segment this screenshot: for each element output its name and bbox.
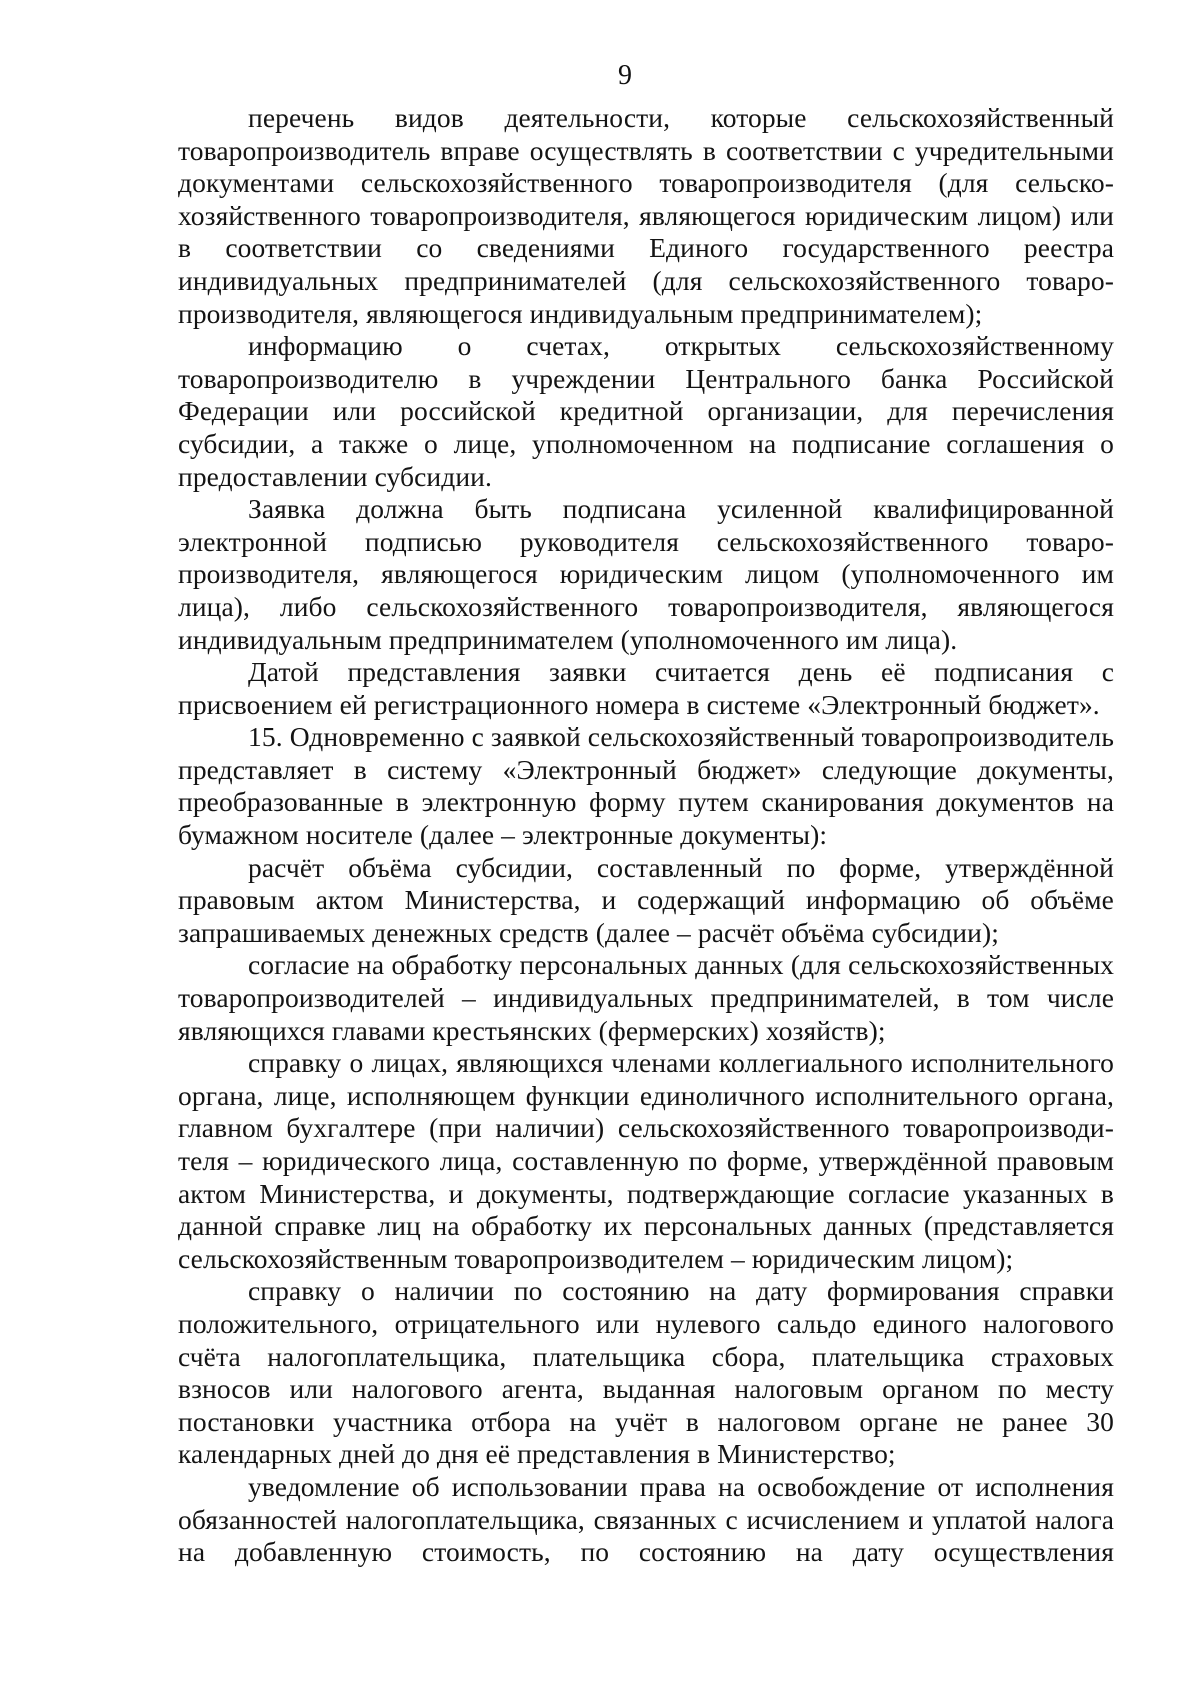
- paragraph-vat-exemption-notice: уведомление об использовании права на освобождение от исполнения обязанностей налогоплательщика, связанных с исчислением и уплатой налога на добавленную стоимость, по состоянию на дату осуществления: [178, 1470, 1114, 1568]
- paragraph-personal-data-consent: согласие на обработку персональных данных (для сельскохозяйственных товаропроизводителей – индивидуальных предпринимателей, в том числе являющихся главами крестьянских (фермерских) хозяйств);: [178, 949, 1114, 1046]
- paragraph-signature-requirement: Заявка должна быть подписана усиленной квалифицированной электронной подписью руководителя сельскохозяйственного товаро-производителя, являющегося юридическим лицом (уполномоченного им лица), либо сельскохозяйственного товаропроизводителя, являющегося индивидуальным предпринимателем (уполномоченного им лица).: [178, 493, 1114, 655]
- paragraph-subsidy-calculation: расчёт объёма субсидии, составленный по форме, утверждённой правовым актом Министерства, и содержащий информацию об объёме запрашиваемых денежных средств (далее – расчёт объёма субсидии);: [178, 851, 1114, 948]
- paragraph-tax-balance-certificate: справку о наличии по состоянию на дату формирования справки положительного, отрицательного или нулевого сальдо единого налогового счёта налогоплательщика, плательщика сбора, плательщика страховых взносов или налогового агента, выданная налоговым органом по месту постановки участника отбора на учёт в налоговом органе не ранее 30 календарных дней до дня её представления в Министерство;: [178, 1275, 1114, 1470]
- paragraph-submission-date: Датой представления заявки считается день её подписания с присвоением ей регистрационного номера в системе «Электронный бюджет».: [178, 656, 1114, 720]
- page-number: 9: [618, 60, 632, 91]
- paragraph-management-certificate: справку о лицах, являющихся членами коллегиального исполнительного органа, лице, исполняющем функции единоличного исполнительного органа, главном бухгалтере (при наличии) сельскохозяйственного товаропроизводи-теля – юридического лица, составленную по форме, утверждённой правовым актом Министерства, и документы, подтверждающие согласие указанных в данной справке лиц на обработку их персональных данных (представляется сельскохозяйственным товаропроизводителем – юридическим лицом);: [178, 1047, 1114, 1274]
- paragraph-account-info: информацию о счетах, открытых сельскохозяйственному товаропроизводителю в учреждении Центрального банка Российской Федерации или российской кредитной организации, для перечисления субсидии, а также о лице, уполномоченном на подписание соглашения о предоставлении субсидии.: [178, 330, 1114, 492]
- paragraph-activity-list: перечень видов деятельности, которые сельскохозяйственный товаропроизводитель вправе осуществлять в соответствии с учредительными документами сельскохозяйственного товаропроизводителя (для сельско-хозяйственного товаропроизводителя, являющегося юридическим лицом) или в соответствии со сведениями Единого государственного реестра индивидуальных предпринимателей (для сельскохозяйственного товаро-производителя, являющегося индивидуальным предпринимателем);: [178, 102, 1114, 329]
- paragraph-item-15: 15. Одновременно с заявкой сельскохозяйственный товаропроизводитель представляет в систему «Электронный бюджет» следующие документы, преобразованные в электронную форму путем сканирования документов на бумажном носителе (далее – электронные документы):: [178, 721, 1114, 851]
- document-body: [178, 102, 1114, 1569]
